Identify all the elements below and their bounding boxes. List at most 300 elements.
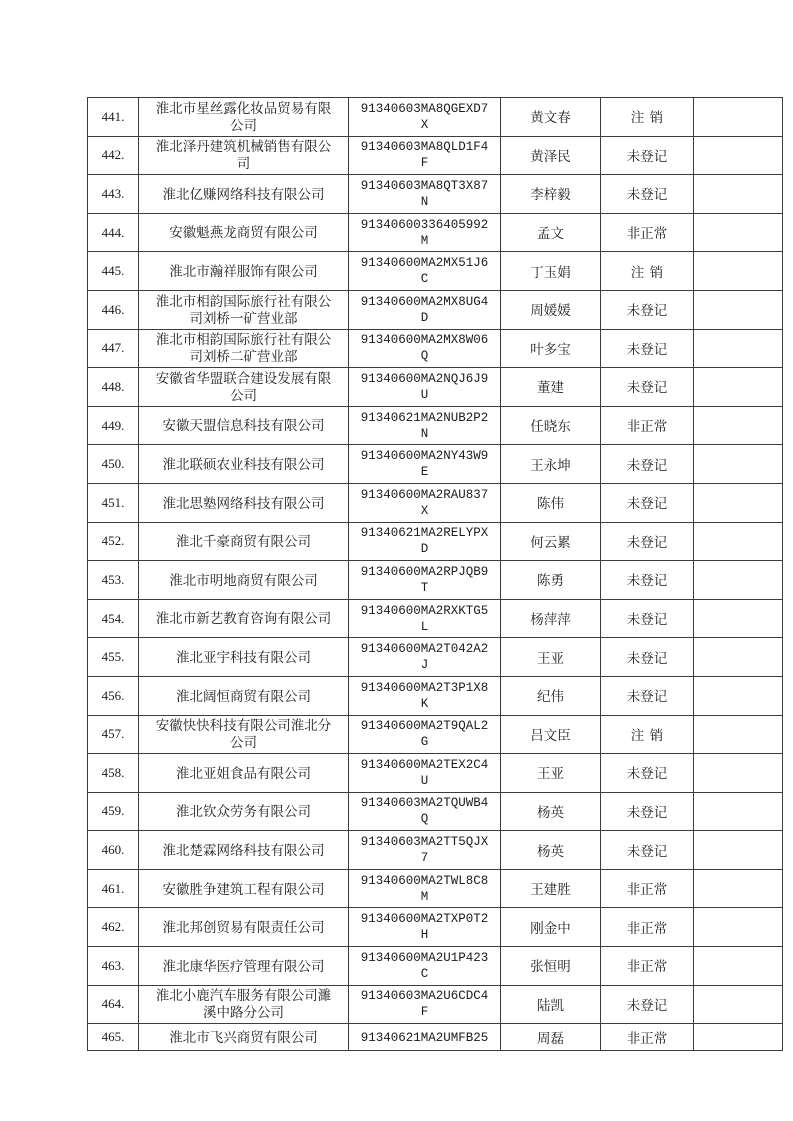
company-name-cell [139,676,349,715]
company-name-cell [139,869,349,908]
status-value: 未登记 [626,689,668,705]
credit-code: 91340621MA2NUB2P2N [360,410,489,441]
person-name: 王亚 [537,766,564,782]
credit-code-cell [349,715,501,754]
person-name-cell [501,676,601,715]
status-cell [601,561,694,600]
company-name: 淮北楚霖网络科技有限公司 [162,842,325,858]
table-row [88,136,783,175]
blank-cell [694,715,783,754]
credit-code-cell [349,947,501,986]
table-row [88,792,783,831]
row-number-cell [88,908,139,947]
status-value: 未登记 [626,573,668,589]
status-cell [601,985,694,1024]
status-cell [601,406,694,445]
person-name-cell [501,638,601,677]
status-value: 未登记 [626,187,668,203]
credit-code-cell [349,329,501,368]
row-number: 454. [101,610,125,626]
row-number-cell [88,831,139,870]
status-cell [601,754,694,793]
row-number: 458. [101,764,125,780]
row-number-cell [88,252,139,291]
company-name-cell [139,638,349,677]
company-name: 淮北思塾网络科技有限公司 [162,495,325,511]
credit-code-cell [349,831,501,870]
credit-code: 91340600MA2MX8W06Q [360,333,489,364]
row-number-cell [88,715,139,754]
credit-code: 91340600MA2NQJ6J9U [360,371,489,402]
table-row [88,985,783,1024]
credit-code: 91340600336405992M [360,217,489,248]
table-row [88,98,783,137]
row-number-cell [88,329,139,368]
blank-cell [694,290,783,329]
person-name: 任晓东 [530,419,571,435]
person-name-cell [501,561,601,600]
credit-code-cell [349,869,501,908]
row-number-cell [88,98,139,137]
company-name: 淮北市星丝露化妆品贸易有限公司 [155,100,332,133]
row-number: 461. [101,880,125,896]
company-name: 淮北市相韵国际旅行社有限公司刘桥二矿营业部 [155,332,332,365]
blank-cell [694,368,783,407]
status-value: 未登记 [626,341,668,357]
status-cell [601,252,694,291]
company-name-cell [139,98,349,137]
table-row [88,445,783,484]
row-number: 453. [101,571,125,587]
row-number-cell [88,638,139,677]
status-value: 非正常 [626,882,668,898]
credit-code: 91340600MA2RPJQB9T [360,564,489,595]
company-name-cell [139,831,349,870]
person-name: 周磊 [537,1030,564,1046]
person-name: 孟文 [537,226,564,242]
person-name: 周媛媛 [530,303,571,319]
row-number-cell [88,368,139,407]
credit-code: 91340600MA2T3P1X8K [360,680,489,711]
person-name: 吕文臣 [530,727,571,743]
person-name-cell [501,947,601,986]
blank-cell [694,445,783,484]
company-name-cell [139,329,349,368]
row-number: 442. [101,147,125,163]
credit-code: 91340603MA8QGEXD7X [360,101,489,132]
person-name: 张恒明 [530,959,571,975]
person-name: 杨萍萍 [530,612,571,628]
company-name: 淮北邦创贸易有限责任公司 [162,920,325,936]
credit-code-cell [349,445,501,484]
row-number-cell [88,175,139,214]
company-name-cell [139,754,349,793]
credit-code-cell [349,599,501,638]
row-number-cell [88,754,139,793]
company-name: 安徽快快科技有限公司淮北分公司 [155,718,332,751]
person-name: 黄泽民 [530,148,571,164]
status-value: 未登记 [626,148,668,164]
company-name: 淮北阔恒商贸有限公司 [176,688,311,704]
blank-cell [694,252,783,291]
status-cell [601,715,694,754]
row-number: 441. [101,108,125,124]
credit-code: 91340600MA2NY43W9E [360,449,489,480]
table-row [88,947,783,986]
row-number: 445. [101,263,125,279]
credit-code: 91340603MA2TQUWB4Q [360,796,489,827]
row-number-cell [88,599,139,638]
status-cell [601,599,694,638]
blank-cell [694,599,783,638]
status-cell [601,290,694,329]
blank-cell [694,136,783,175]
person-name-cell [501,1024,601,1051]
credit-code: 91340603MA8QLD1F4F [360,140,489,171]
company-name: 淮北康华医疗管理有限公司 [162,958,325,974]
row-number-cell [88,792,139,831]
person-name: 丁玉娟 [530,264,571,280]
status-cell [601,445,694,484]
table-row [88,676,783,715]
credit-code: 91340600MA2RXKTG5L [360,603,489,634]
person-name: 王亚 [537,650,564,666]
row-number: 443. [101,185,125,201]
credit-code-cell [349,561,501,600]
credit-code-cell [349,483,501,522]
row-number-cell [88,1024,139,1051]
person-name: 陆凯 [537,997,564,1013]
company-name: 安徽胜争建筑工程有限公司 [162,881,325,897]
person-name-cell [501,908,601,947]
credit-code: 91340603MA2U6CDC4F [360,989,489,1020]
company-name: 淮北钦众劳务有限公司 [176,804,311,820]
status-value: 未登记 [626,843,668,859]
table-row [88,831,783,870]
status-cell [601,792,694,831]
company-name: 淮北亿赚网络科技有限公司 [162,186,325,202]
company-name: 淮北市明地商贸有限公司 [169,572,318,588]
status-value: 未登记 [626,997,668,1013]
table-row [88,522,783,561]
company-name: 安徽省华盟联合建设发展有限公司 [155,370,332,403]
credit-code-cell [349,985,501,1024]
table-row [88,754,783,793]
row-number-cell [88,676,139,715]
company-name-cell [139,985,349,1024]
company-name-cell [139,561,349,600]
credit-code: 91340600MA2T9QAL2G [360,719,489,750]
person-name-cell [501,792,601,831]
status-value: 非正常 [626,1030,668,1046]
row-number-cell [88,985,139,1024]
row-number: 464. [101,996,125,1012]
status-value: 非正常 [626,419,668,435]
row-number-cell [88,561,139,600]
company-name-cell [139,445,349,484]
status-cell [601,483,694,522]
blank-cell [694,98,783,137]
row-number: 455. [101,649,125,665]
table-row [88,213,783,252]
credit-code: 91340600MA2T042A2J [360,642,489,673]
table-row [88,869,783,908]
company-name: 安徽天盟信息科技有限公司 [162,418,325,434]
status-cell [601,831,694,870]
row-number-cell [88,483,139,522]
row-number-cell [88,522,139,561]
status-value: 注销 [630,727,669,743]
credit-code-cell [349,792,501,831]
table-row [88,406,783,445]
status-value: 未登记 [626,804,668,820]
person-name: 杨英 [537,843,564,859]
person-name: 刚金中 [530,920,571,936]
row-number: 456. [101,687,125,703]
row-number-cell [88,869,139,908]
company-name-cell [139,136,349,175]
person-name: 黄文春 [530,110,571,126]
company-name-cell [139,947,349,986]
credit-code: 91340600MA2TEX2C4U [360,757,489,788]
person-name: 陈勇 [537,573,564,589]
row-number-cell [88,445,139,484]
person-name-cell [501,98,601,137]
status-value: 非正常 [626,959,668,975]
table-row [88,252,783,291]
credit-code: 91340603MA8QT3X87N [360,178,489,209]
credit-code-cell [349,290,501,329]
status-cell [601,676,694,715]
row-number: 450. [101,456,125,472]
person-name-cell [501,715,601,754]
person-name: 李梓毅 [530,187,571,203]
person-name-cell [501,754,601,793]
credit-code: 91340600MA2MX8UG4D [360,294,489,325]
company-name: 淮北泽丹建筑机械销售有限公司 [155,139,332,172]
person-name-cell [501,136,601,175]
credit-code-cell [349,213,501,252]
table-row [88,329,783,368]
blank-cell [694,869,783,908]
table-row [88,715,783,754]
company-name-cell [139,406,349,445]
status-value: 未登记 [626,612,668,628]
company-name-cell [139,908,349,947]
person-name-cell [501,445,601,484]
blank-cell [694,483,783,522]
status-cell [601,329,694,368]
status-value: 注销 [630,264,669,280]
credit-code-cell [349,522,501,561]
credit-code: 91340600MA2TWL8C8M [360,873,489,904]
credit-code-cell [349,136,501,175]
row-number-cell [88,213,139,252]
row-number: 449. [101,417,125,433]
status-value: 非正常 [626,226,668,242]
person-name-cell [501,368,601,407]
person-name-cell [501,252,601,291]
company-name: 淮北小鹿汽车服务有限公司濉溪中路分公司 [155,988,332,1021]
row-number: 446. [101,301,125,317]
company-name-cell [139,715,349,754]
table-row [88,561,783,600]
row-number: 447. [101,340,125,356]
status-value: 注销 [630,110,669,126]
credit-code: 91340603MA2TT5QJX7 [360,835,489,866]
company-name-cell [139,290,349,329]
row-number: 462. [101,919,125,935]
company-name: 淮北市相韵国际旅行社有限公司刘桥一矿营业部 [155,293,332,326]
table-row [88,483,783,522]
table-row [88,908,783,947]
blank-cell [694,792,783,831]
company-name-cell [139,522,349,561]
blank-cell [694,406,783,445]
status-value: 未登记 [626,534,668,550]
person-name-cell [501,522,601,561]
row-number-cell [88,947,139,986]
blank-cell [694,175,783,214]
person-name: 王永坤 [530,457,571,473]
blank-cell [694,754,783,793]
credit-code: 91340600MA2TXP0T2H [360,912,489,943]
status-cell [601,213,694,252]
company-name-cell [139,599,349,638]
credit-code-cell [349,252,501,291]
credit-code: 91340600MA2MX51J6C [360,256,489,287]
status-value: 未登记 [626,457,668,473]
credit-code: 91340621MA2RELYPXD [360,526,489,557]
credit-code-cell [349,175,501,214]
blank-cell [694,831,783,870]
company-name-cell [139,175,349,214]
status-cell [601,522,694,561]
credit-code-cell [349,1024,501,1051]
blank-cell [694,1024,783,1051]
blank-cell [694,638,783,677]
person-name-cell [501,175,601,214]
blank-cell [694,329,783,368]
row-number-cell [88,290,139,329]
credit-code: 91340621MA2UMFB25 [360,1030,489,1045]
company-name: 淮北市飞兴商贸有限公司 [169,1030,318,1046]
company-name: 淮北市新艺教育咨询有限公司 [155,611,332,627]
person-name-cell [501,406,601,445]
credit-code-cell [349,406,501,445]
row-number: 444. [101,224,125,240]
table-row [88,368,783,407]
person-name: 纪伟 [537,689,564,705]
company-name-cell [139,213,349,252]
table-row [88,290,783,329]
blank-cell [694,561,783,600]
status-cell [601,175,694,214]
company-name-cell [139,792,349,831]
company-name-cell [139,1024,349,1051]
credit-code-cell [349,754,501,793]
person-name: 杨英 [537,804,564,820]
table-row [88,638,783,677]
row-number-cell [88,136,139,175]
company-name: 淮北千豪商贸有限公司 [176,534,311,550]
table-row [88,175,783,214]
credit-code-cell [349,908,501,947]
row-number: 460. [101,842,125,858]
person-name-cell [501,329,601,368]
status-value: 未登记 [626,766,668,782]
row-number: 451. [101,494,125,510]
person-name-cell [501,599,601,638]
blank-cell [694,522,783,561]
status-cell [601,869,694,908]
blank-cell [694,676,783,715]
company-name: 淮北市瀚祥服饰有限公司 [169,264,318,279]
credit-code-cell [349,368,501,407]
credit-code: 91340600MA2U1P423C [360,950,489,981]
company-status-table [87,97,783,1051]
company-name: 淮北亚宇科技有限公司 [176,649,311,665]
status-value: 未登记 [626,496,668,512]
company-name: 淮北联硕农业科技有限公司 [162,456,325,472]
row-number: 465. [101,1029,125,1045]
blank-cell [694,947,783,986]
row-number: 457. [101,726,125,742]
person-name: 陈伟 [537,496,564,512]
status-cell [601,1024,694,1051]
blank-cell [694,985,783,1024]
credit-code-cell [349,676,501,715]
row-number: 459. [101,803,125,819]
blank-cell [694,908,783,947]
row-number: 463. [101,957,125,973]
credit-code-cell [349,638,501,677]
status-value: 未登记 [626,380,668,396]
person-name: 董建 [537,380,564,396]
company-name-cell [139,252,349,291]
person-name-cell [501,290,601,329]
status-cell [601,368,694,407]
status-cell [601,908,694,947]
status-cell [601,638,694,677]
credit-code-cell [349,98,501,137]
person-name: 王建胜 [530,882,571,898]
status-value: 未登记 [626,650,668,666]
status-value: 未登记 [626,303,668,319]
person-name-cell [501,985,601,1024]
row-number: 452. [101,533,125,549]
company-name-cell [139,483,349,522]
status-cell [601,98,694,137]
status-cell [601,947,694,986]
credit-code: 91340600MA2RAU837X [360,487,489,518]
person-name-cell [501,869,601,908]
status-cell [601,136,694,175]
person-name-cell [501,831,601,870]
company-name: 安徽魁燕龙商贸有限公司 [169,225,318,241]
person-name: 叶多宝 [530,341,571,357]
table-row [88,599,783,638]
person-name-cell [501,483,601,522]
blank-cell [694,213,783,252]
person-name-cell [501,213,601,252]
company-name: 淮北亚姐食品有限公司 [176,765,311,781]
person-name: 何云累 [530,534,571,550]
row-number: 448. [101,378,125,394]
company-name-cell [139,368,349,407]
status-value: 非正常 [626,920,668,936]
row-number-cell [88,406,139,445]
